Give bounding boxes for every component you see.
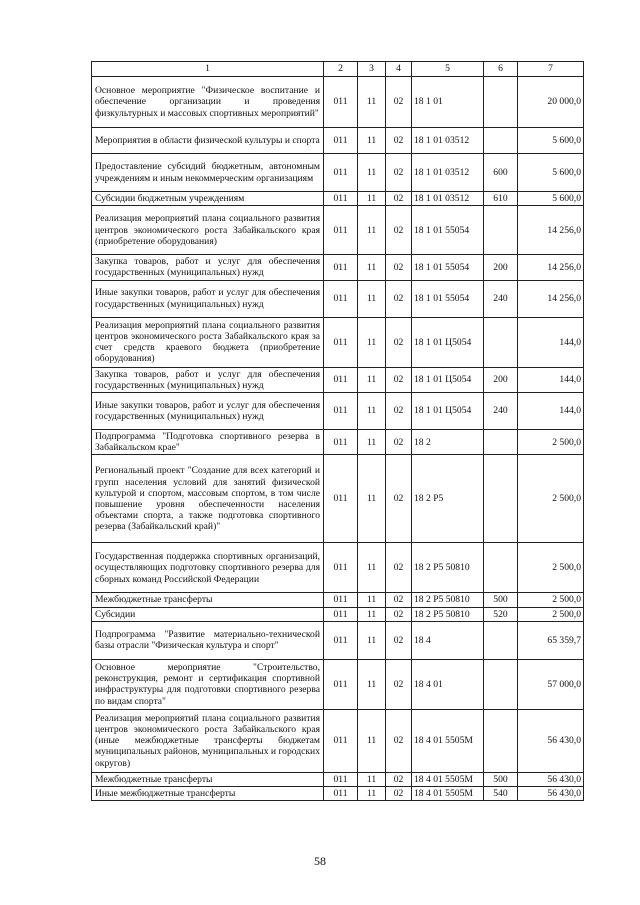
expense-type-cell: 540 [484, 787, 518, 801]
item-name-cell: Подпрограмма "Развитие материально-технической базы отрасли "Физическая культура и спорт" [92, 621, 324, 659]
table-row [92, 709, 584, 772]
target-article-cell: 18 4 01 5505M [412, 787, 484, 801]
table-row [92, 787, 584, 801]
section-code-cell: 11 [358, 787, 386, 801]
ministry-code-cell: 011 [324, 659, 358, 709]
item-name-cell: Иные межбюджетные трансферты [92, 787, 324, 801]
item-name-cell: Основное мероприятие "Физическое воспитание и обеспечение организации и проведения физкультурных и массовых спортивных мероприятий" [92, 77, 324, 128]
target-article-cell: 18 1 01 [412, 77, 484, 128]
table-row [92, 543, 584, 593]
expense-type-cell: 200 [484, 255, 518, 280]
section-code-cell: 11 [358, 607, 386, 621]
expense-type-cell: 520 [484, 607, 518, 621]
target-article-cell: 18 2 P5 50810 [412, 607, 484, 621]
ministry-code-cell: 011 [324, 543, 358, 593]
section-code-cell: 11 [358, 772, 386, 786]
target-article-cell: 18 4 01 5505M [412, 772, 484, 786]
section-code-cell: 11 [358, 154, 386, 192]
table-header-row [92, 62, 584, 77]
ministry-code-cell: 011 [324, 787, 358, 801]
ministry-code-cell: 011 [324, 128, 358, 154]
section-code-cell: 11 [358, 367, 386, 392]
item-name-cell: Региональный проект "Создание для всех категорий и групп населения условий для занятий физической культурой и спортом, массовым спортом, в том числе повышение уровня обеспеченности населения объектами спорта, а также подготовка спортивного резерва (Забайкальский край)" [92, 455, 324, 543]
amount-cell: 2 500,0 [518, 543, 584, 593]
item-name-cell: Предоставление субсидий бюджетным, автономным учреждениям и иным некоммерческим организациям [92, 154, 324, 192]
ministry-code-cell: 011 [324, 255, 358, 280]
header-cell: 1 [92, 62, 324, 77]
target-article-cell: 18 1 01 Ц5054 [412, 393, 484, 430]
subsection-code-cell: 02 [386, 77, 412, 128]
amount-cell: 57 000,0 [518, 659, 584, 709]
amount-cell: 56 430,0 [518, 772, 584, 786]
subsection-code-cell: 02 [386, 455, 412, 543]
section-code-cell: 11 [358, 543, 386, 593]
amount-cell: 5 600,0 [518, 154, 584, 192]
expense-type-cell [484, 317, 518, 367]
section-code-cell: 11 [358, 255, 386, 280]
ministry-code-cell: 011 [324, 393, 358, 430]
budget-table [91, 61, 584, 801]
target-article-cell: 18 1 01 03512 [412, 128, 484, 154]
header-cell: 2 [324, 62, 358, 77]
expense-type-cell: 500 [484, 593, 518, 607]
page-number: 58 [314, 854, 326, 868]
target-article-cell: 18 4 01 5505M [412, 709, 484, 772]
section-code-cell: 11 [358, 393, 386, 430]
subsection-code-cell: 02 [386, 393, 412, 430]
expense-type-cell [484, 621, 518, 659]
target-article-cell: 18 1 01 03512 [412, 192, 484, 206]
expense-type-cell: 240 [484, 393, 518, 430]
table-row [92, 206, 584, 255]
ministry-code-cell: 011 [324, 192, 358, 206]
amount-cell: 56 430,0 [518, 709, 584, 772]
amount-cell: 144,0 [518, 393, 584, 430]
subsection-code-cell: 02 [386, 543, 412, 593]
amount-cell: 144,0 [518, 367, 584, 392]
table-row [92, 772, 584, 786]
item-name-cell: Субсидии [92, 607, 324, 621]
expense-type-cell: 240 [484, 280, 518, 317]
expense-type-cell [484, 77, 518, 128]
section-code-cell: 11 [358, 455, 386, 543]
item-name-cell: Государственная поддержка спортивных организаций, осуществляющих подготовку спортивного резерва для сборных команд Российской Федерации [92, 543, 324, 593]
table-row [92, 593, 584, 607]
item-name-cell: Межбюджетные трансферты [92, 772, 324, 786]
subsection-code-cell: 02 [386, 206, 412, 255]
expense-type-cell: 500 [484, 772, 518, 786]
header-cell: 5 [412, 62, 484, 77]
ministry-code-cell: 011 [324, 455, 358, 543]
header-cell: 7 [518, 62, 584, 77]
subsection-code-cell: 02 [386, 255, 412, 280]
section-code-cell: 11 [358, 206, 386, 255]
expense-type-cell: 600 [484, 154, 518, 192]
subsection-code-cell: 02 [386, 317, 412, 367]
ministry-code-cell: 011 [324, 367, 358, 392]
expense-type-cell [484, 455, 518, 543]
subsection-code-cell: 02 [386, 709, 412, 772]
budget-table-container [91, 61, 584, 801]
ministry-code-cell: 011 [324, 593, 358, 607]
section-code-cell: 11 [358, 709, 386, 772]
target-article-cell: 18 2 P5 [412, 455, 484, 543]
amount-cell: 65 359,7 [518, 621, 584, 659]
ministry-code-cell: 011 [324, 430, 358, 455]
expense-type-cell [484, 709, 518, 772]
ministry-code-cell: 011 [324, 77, 358, 128]
amount-cell: 144,0 [518, 317, 584, 367]
target-article-cell: 18 1 01 55054 [412, 280, 484, 317]
amount-cell: 14 256,0 [518, 255, 584, 280]
subsection-code-cell: 02 [386, 154, 412, 192]
section-code-cell: 11 [358, 659, 386, 709]
expense-type-cell: 200 [484, 367, 518, 392]
ministry-code-cell: 011 [324, 607, 358, 621]
section-code-cell: 11 [358, 317, 386, 367]
item-name-cell: Иные закупки товаров, работ и услуг для обеспечения государственных (муниципальных) нужд [92, 393, 324, 430]
subsection-code-cell: 02 [386, 192, 412, 206]
subsection-code-cell: 02 [386, 787, 412, 801]
amount-cell: 2 500,0 [518, 455, 584, 543]
item-name-cell: Межбюджетные трансферты [92, 593, 324, 607]
table-row [92, 455, 584, 543]
subsection-code-cell: 02 [386, 128, 412, 154]
amount-cell: 14 256,0 [518, 280, 584, 317]
subsection-code-cell: 02 [386, 659, 412, 709]
header-cell: 3 [358, 62, 386, 77]
expense-type-cell [484, 430, 518, 455]
target-article-cell: 18 2 P5 50810 [412, 543, 484, 593]
header-cell: 4 [386, 62, 412, 77]
amount-cell: 2 500,0 [518, 593, 584, 607]
item-name-cell: Субсидии бюджетным учреждениям [92, 192, 324, 206]
item-name-cell: Подпрограмма "Подготовка спортивного резерва в Забайкальском крае" [92, 430, 324, 455]
table-row [92, 255, 584, 280]
section-code-cell: 11 [358, 77, 386, 128]
target-article-cell: 18 1 01 55054 [412, 255, 484, 280]
ministry-code-cell: 011 [324, 621, 358, 659]
section-code-cell: 11 [358, 192, 386, 206]
target-article-cell: 18 4 [412, 621, 484, 659]
table-row [92, 393, 584, 430]
target-article-cell: 18 1 01 Ц5054 [412, 367, 484, 392]
item-name-cell: Мероприятия в области физической культуры и спорта [92, 128, 324, 154]
section-code-cell: 11 [358, 128, 386, 154]
subsection-code-cell: 02 [386, 367, 412, 392]
header-cell: 6 [484, 62, 518, 77]
item-name-cell: Реализация мероприятий плана социального развития центров экономического роста Забайкальского края за счет средств краевого бюджета (приобретение оборудования) [92, 317, 324, 367]
ministry-code-cell: 011 [324, 206, 358, 255]
amount-cell: 5 600,0 [518, 192, 584, 206]
table-row [92, 154, 584, 192]
amount-cell: 5 600,0 [518, 128, 584, 154]
item-name-cell: Иные закупки товаров, работ и услуг для обеспечения государственных (муниципальных) нужд [92, 280, 324, 317]
section-code-cell: 11 [358, 621, 386, 659]
expense-type-cell [484, 543, 518, 593]
table-row [92, 280, 584, 317]
amount-cell: 14 256,0 [518, 206, 584, 255]
expense-type-cell [484, 206, 518, 255]
table-row [92, 128, 584, 154]
ministry-code-cell: 011 [324, 317, 358, 367]
amount-cell: 56 430,0 [518, 787, 584, 801]
table-row [92, 317, 584, 367]
subsection-code-cell: 02 [386, 772, 412, 786]
item-name-cell: Закупка товаров, работ и услуг для обеспечения государственных (муниципальных) нужд [92, 255, 324, 280]
item-name-cell: Реализация мероприятий плана социального развития центров экономического роста Забайкальского края (иные межбюджетные трансферты бюджетам муниципальных районов, муниципальных и городских округов) [92, 709, 324, 772]
section-code-cell: 11 [358, 430, 386, 455]
subsection-code-cell: 02 [386, 430, 412, 455]
expense-type-cell [484, 659, 518, 709]
ministry-code-cell: 011 [324, 280, 358, 317]
target-article-cell: 18 1 01 03512 [412, 154, 484, 192]
table-row [92, 367, 584, 392]
target-article-cell: 18 2 P5 50810 [412, 593, 484, 607]
item-name-cell: Закупка товаров, работ и услуг для обеспечения государственных (муниципальных) нужд [92, 367, 324, 392]
subsection-code-cell: 02 [386, 607, 412, 621]
target-article-cell: 18 1 01 Ц5054 [412, 317, 484, 367]
target-article-cell: 18 2 [412, 430, 484, 455]
table-row [92, 430, 584, 455]
ministry-code-cell: 011 [324, 709, 358, 772]
item-name-cell: Реализация мероприятий плана социального развития центров экономического роста Забайкальского края (приобретение оборудования) [92, 206, 324, 255]
table-row [92, 192, 584, 206]
expense-type-cell: 610 [484, 192, 518, 206]
table-row [92, 659, 584, 709]
amount-cell: 2 500,0 [518, 607, 584, 621]
expense-type-cell [484, 128, 518, 154]
amount-cell: 2 500,0 [518, 430, 584, 455]
target-article-cell: 18 1 01 55054 [412, 206, 484, 255]
table-row [92, 607, 584, 621]
item-name-cell: Основное мероприятие "Строительство, реконструкция, ремонт и сертификация спортивной инфраструктуры для подготовки спортивного резерва по видам спорта" [92, 659, 324, 709]
ministry-code-cell: 011 [324, 154, 358, 192]
table-row [92, 77, 584, 128]
amount-cell: 20 000,0 [518, 77, 584, 128]
section-code-cell: 11 [358, 280, 386, 317]
target-article-cell: 18 4 01 [412, 659, 484, 709]
subsection-code-cell: 02 [386, 621, 412, 659]
section-code-cell: 11 [358, 593, 386, 607]
table-row [92, 621, 584, 659]
ministry-code-cell: 011 [324, 772, 358, 786]
subsection-code-cell: 02 [386, 280, 412, 317]
subsection-code-cell: 02 [386, 593, 412, 607]
